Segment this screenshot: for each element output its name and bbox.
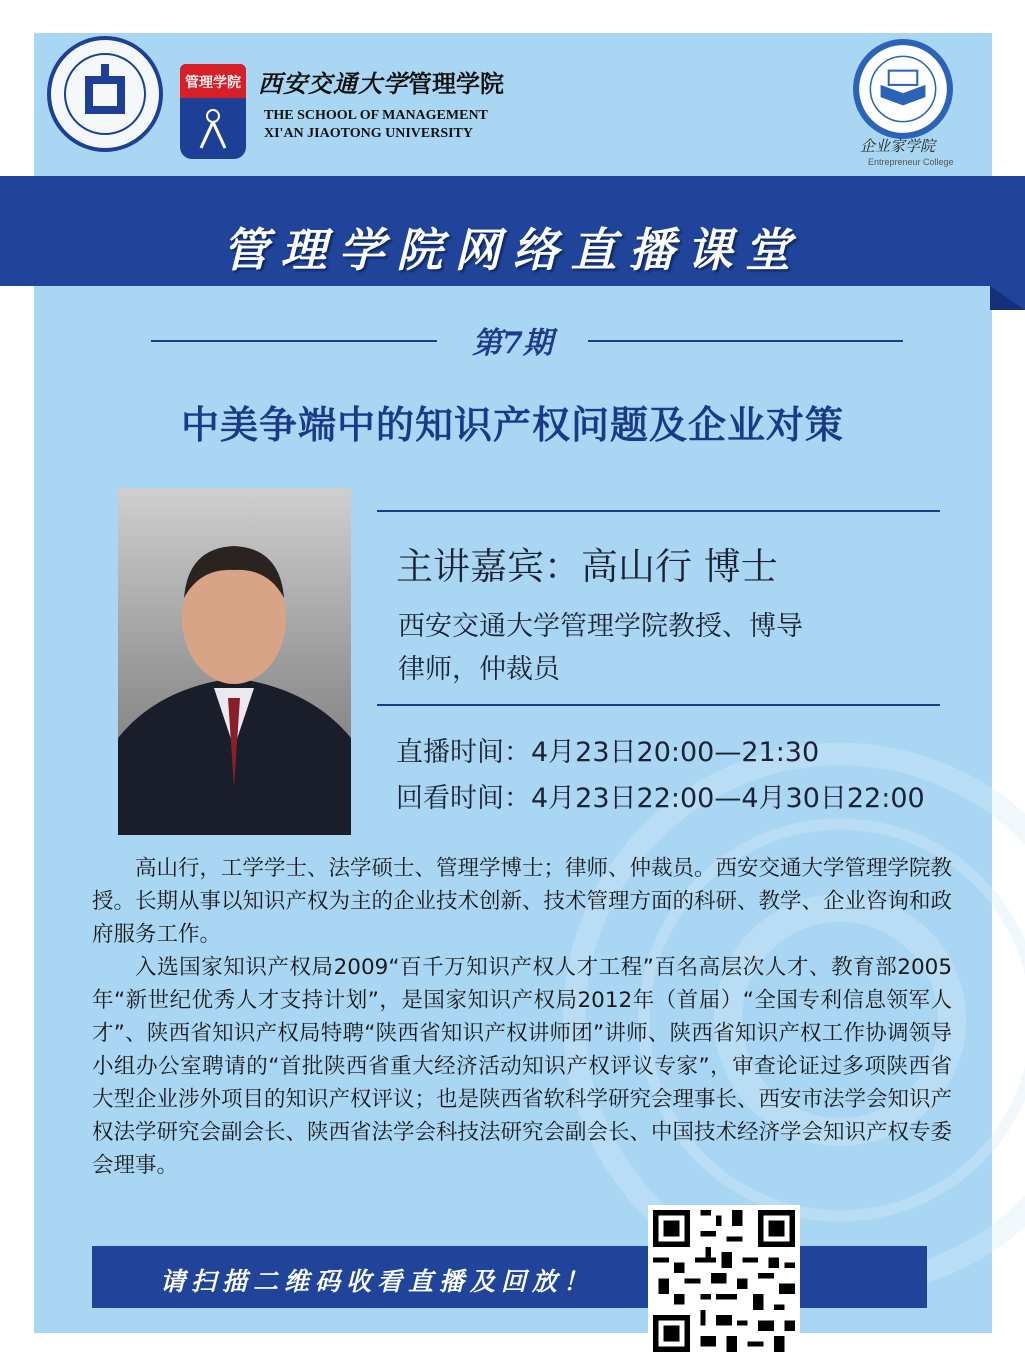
speaker-position: 西安交通大学管理学院教授、博导 [398,611,803,642]
entrepreneur-college-cn: 企业家学院 [860,137,936,155]
xjtu-seal-icon [45,34,165,154]
issue-label: 第7期 [472,326,553,361]
speaker-roles: 律师，仲裁员 [398,654,560,685]
divider-top [377,510,940,512]
footer-cta: 请扫描二维码收看直播及回放！ [160,1267,595,1296]
issue-rule-right [588,340,903,342]
entrepreneur-college-icon [852,38,954,140]
compass-icon [193,104,233,152]
school-name-cn: 西安交通大学管理学院 [258,69,504,98]
live-time: 直播时间：4月23日20:00—21:30 [396,737,820,768]
divider-bottom [377,704,940,706]
som-badge [180,64,246,159]
issue-rule-left [151,340,437,342]
speaker-title: 主讲嘉宾：高山行 博士 [396,545,778,588]
speaker-photo [118,488,351,835]
school-name-en-line1: THE SCHOOL OF MANAGEMENT [264,108,488,123]
bio-paragraph-1: 高山行，工学学士、法学硕士、管理学博士；律师、仲裁员。西安交通大学管理学院教授。长期从事以知识产权为主的企业技术创新、技术管理方面的科研、教学、企业咨询和政府服务工作。 [92,856,953,947]
qr-code-icon[interactable] [648,1205,800,1357]
school-name-en-line2: XI'AN JIAOTONG UNIVERSITY [264,126,474,141]
bio-paragraph-2: 入选国家知识产权局2009“百千万知识产权人才工程”百名高层次人才、教育部2005年“新世纪优秀人才支持计划”，是国家知识产权局2012年（首届）“全国专利信息领军人才”、陕西省知识产权局特聘“陕西省知识产权讲师团”讲师、陕西省知识产权工作协调领导小组办公室聘请的“首批陕西省重大经济活动知识产权评议专家”，审查论证过多项陕西省大型企业涉外项目的知识产权评议；也是陕西省软科学研究会理事长、西安市法学会知识产权法学研究会副会长、陕西省法学会科技法研究会副会长、中国技术经济学会知识产权专委会理事。 [92,955,953,1178]
entrepreneur-college-en: Entrepreneur College [868,157,954,167]
som-badge-label: 管理学院 [180,64,246,98]
replay-time: 回看时间：4月23日22:00—4月30日22:00 [396,783,925,814]
speaker-bio [92,852,952,1182]
speaker-portrait-icon [118,488,351,835]
lecture-topic: 中美争端中的知识产权问题及企业对策 [180,403,844,447]
banner-title: 管理学院网络直播课堂 [222,223,803,277]
